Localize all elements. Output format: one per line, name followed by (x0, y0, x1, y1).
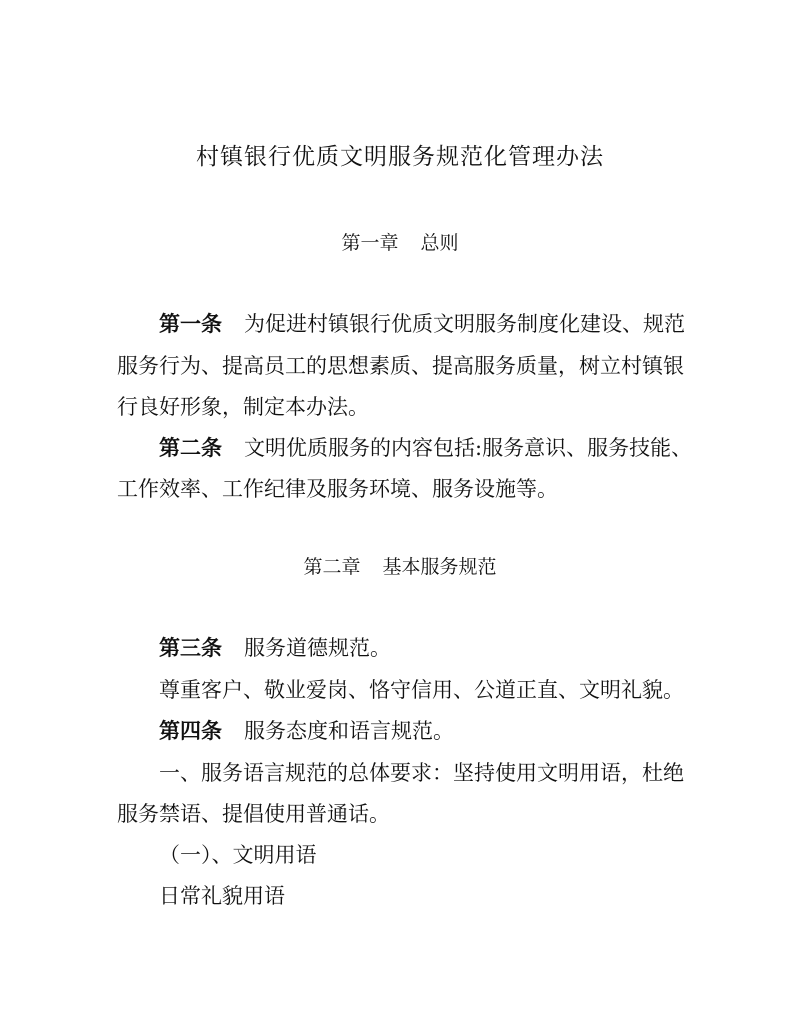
article-1-line-3: 行良好形象，制定本办法。 (117, 395, 369, 419)
chapter-1-heading (0, 228, 800, 255)
article-4-item-1-line-1: 一、服务语言规范的总体要求：坚持使用文明用语，杜绝 (159, 761, 684, 785)
article-3-label: 第三条 (159, 635, 222, 660)
article-3-detail: 尊重客户、敬业爱岗、恪守信用、公道正直、文明礼貌。 (159, 678, 684, 702)
article-2-text-1: 文明优质服务的内容包括:服务意识、服务技能、 (244, 436, 693, 460)
article-4-line-1 (159, 715, 454, 745)
article-1-line-1 (159, 308, 685, 338)
document-title: 村镇银行优质文明服务规范化管理办法 (196, 144, 604, 170)
article-3-line-1 (159, 632, 391, 662)
article-1-label: 第一条 (159, 311, 222, 336)
article-4-text: 服务态度和语言规范。 (244, 719, 454, 743)
article-1-line-2: 服务行为、提高员工的思想素质、提高服务质量，树立村镇银 (117, 354, 684, 378)
article-1-text-1: 为促进村镇银行优质文明服务制度化建设、规范 (244, 312, 685, 336)
chapter-2-heading (0, 552, 800, 579)
article-2-line-1 (159, 432, 692, 462)
article-2-label: 第二条 (159, 435, 222, 460)
chapter-1-number: 第一章 (341, 232, 399, 254)
chapter-1-name: 总则 (420, 232, 459, 254)
chapter-2-name: 基本服务规范 (382, 556, 497, 578)
article-4-item-1-line-2: 服务禁语、提倡使用普通话。 (117, 802, 390, 826)
article-2-line-2: 工作效率、工作纪律及服务环境、服务设施等。 (117, 477, 558, 501)
article-3-text: 服务道德规范。 (244, 636, 391, 660)
article-4-subitem: （一）、文明用语 (159, 843, 317, 867)
chapter-2-number: 第二章 (303, 556, 361, 578)
article-4-subheading: 日常礼貌用语 (159, 884, 285, 908)
article-4-label: 第四条 (159, 718, 222, 743)
